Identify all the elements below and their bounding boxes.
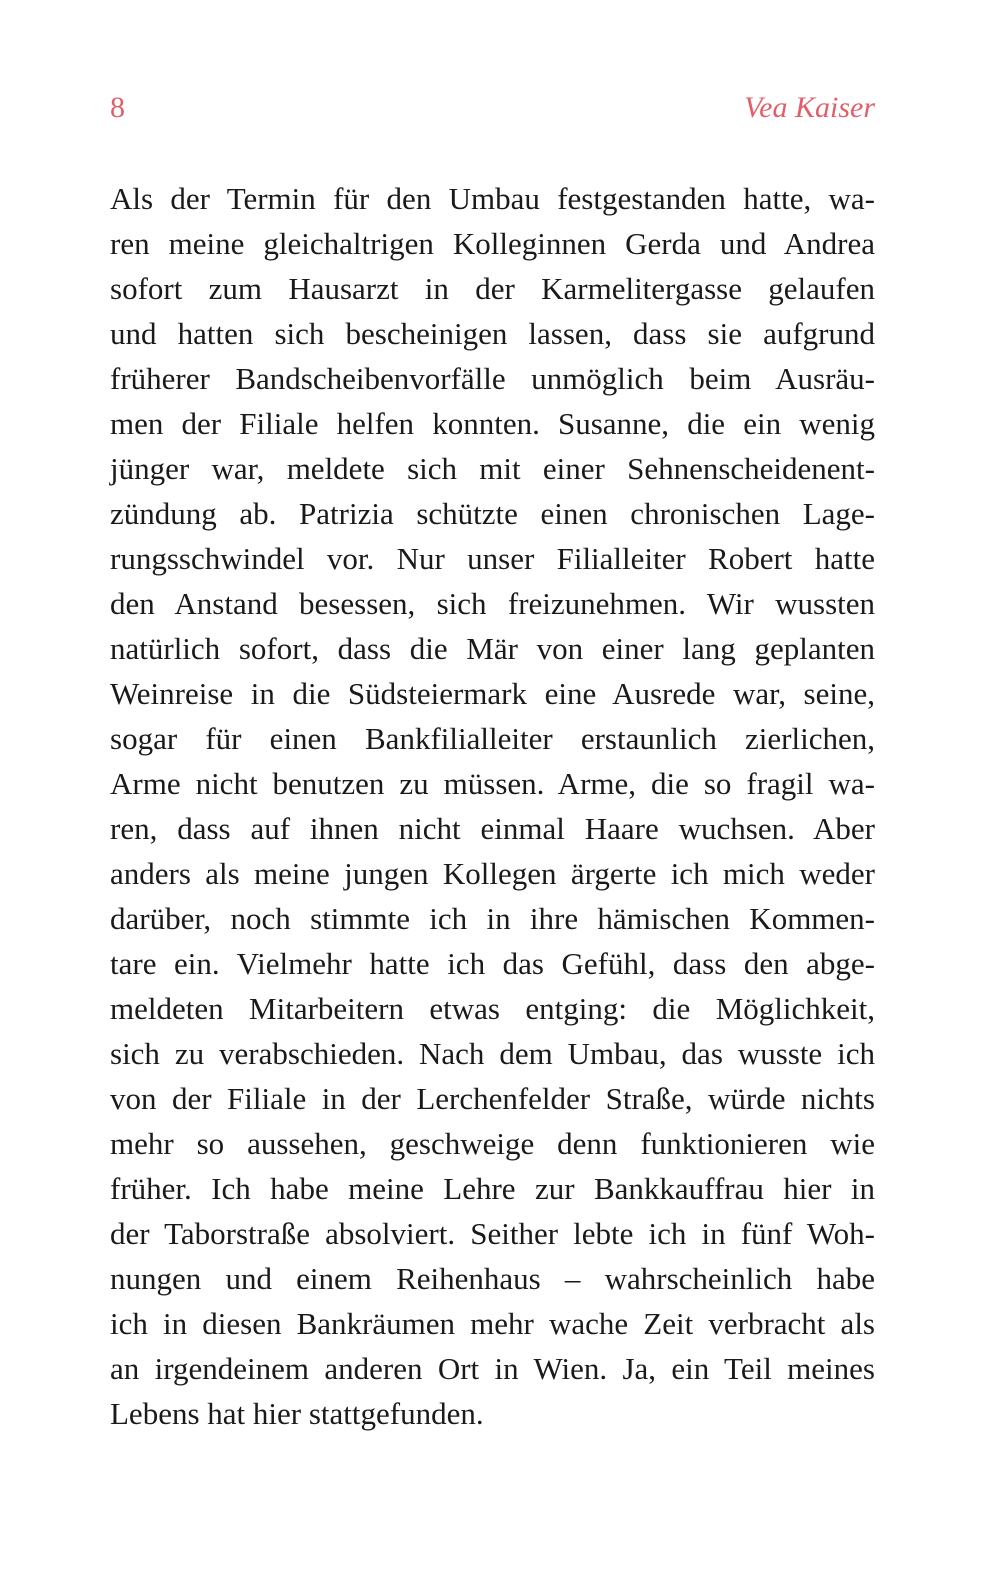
text-line: men der Filiale helfen konnten. Susanne, die ein wenig [110,406,875,441]
text-line: Als der Termin für den Umbau festgestanden hatte, wa- [110,181,875,216]
text-line: jünger war, meldete sich mit einer Sehnenscheidenent- [110,451,875,486]
text-line-last: Lebens hat hier stattgefunden. [110,1396,484,1431]
text-line: meldeten Mitarbeitern etwas entging: die Möglichkeit, [110,991,875,1026]
text-line: den Anstand besessen, sich freizunehmen. Wir wussten [110,586,875,621]
text-line: Arme nicht benutzen zu müssen. Arme, die so fragil wa- [110,766,875,801]
text-line: der Taborstraße absolviert. Seither lebte ich in fünf Woh- [110,1216,875,1251]
text-line: ren, dass auf ihnen nicht einmal Haare wuchsen. Aber [110,811,875,846]
page-number: 8 [110,91,125,124]
text-line: von der Filiale in der Lerchenfelder Straße, würde nichts [110,1081,875,1116]
text-line: ich in diesen Bankräumen mehr wache Zeit verbracht als [110,1306,875,1341]
text-line: sich zu verabschieden. Nach dem Umbau, das wusste ich [110,1036,875,1071]
body-text [110,176,875,1436]
text-line: früherer Bandscheibenvorfälle unmöglich beim Ausräu- [110,361,875,396]
text-line: darüber, noch stimmte ich in ihre hämischen Kommen- [110,901,875,936]
text-line: Weinreise in die Südsteiermark eine Ausrede war, seine, [110,676,875,711]
text-line: an irgendeinem anderen Ort in Wien. Ja, ein Teil meines [110,1351,875,1386]
text-line: zündung ab. Patrizia schützte einen chronischen Lage- [110,496,875,531]
text-line: anders als meine jungen Kollegen ärgerte ich mich weder [110,856,875,891]
text-line: mehr so aussehen, geschweige denn funktionieren wie [110,1126,875,1161]
text-line: rungsschwindel vor. Nur unser Filialleiter Robert hatte [110,541,875,576]
text-line: früher. Ich habe meine Lehre zur Bankkauffrau hier in [110,1171,875,1206]
text-line: und hatten sich bescheinigen lassen, dass sie aufgrund [110,316,875,351]
text-line: nungen und einem Reihenhaus – wahrscheinlich habe [110,1261,875,1296]
text-line: tare ein. Vielmehr hatte ich das Gefühl, dass den abge- [110,946,875,981]
text-line: natürlich sofort, dass die Mär von einer lang geplanten [110,631,875,666]
text-line: sofort zum Hausarzt in der Karmelitergasse gelaufen [110,271,875,306]
running-head-author: Vea Kaiser [744,91,875,124]
text-line: ren meine gleichaltrigen Kolleginnen Gerda und Andrea [110,226,875,261]
text-line: sogar für einen Bankfilialleiter erstaunlich zierlichen, [110,721,875,756]
